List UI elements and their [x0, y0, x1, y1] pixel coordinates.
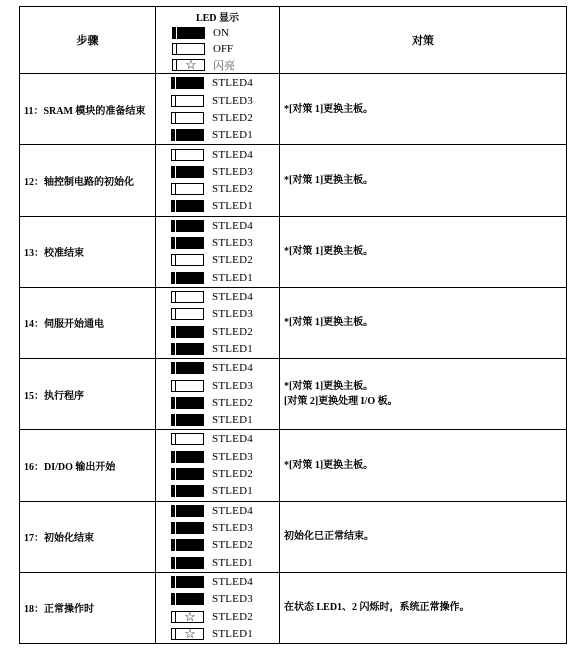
led-cell: [156, 145, 280, 216]
led-tab: [175, 237, 176, 249]
led-tab: [175, 397, 176, 409]
action-line: 初始化已正常结束。: [284, 531, 374, 543]
action-column-header: 对策: [280, 7, 567, 74]
led-on-icon: [171, 451, 204, 463]
led-tab: [176, 43, 177, 55]
led-on-icon: [171, 522, 204, 534]
star-icon: ☆: [185, 57, 197, 72]
led-name: STLED2: [212, 183, 253, 196]
star-icon: ☆: [184, 608, 196, 624]
led-name: STLED3: [212, 165, 253, 178]
led-tab: [175, 380, 176, 392]
led-on-icon: [171, 505, 204, 517]
led-tab: [175, 451, 176, 463]
led-row: [171, 448, 279, 465]
led-tab: [175, 112, 176, 124]
action-cell: [280, 145, 567, 216]
led-row: [171, 109, 279, 126]
step-cell: 16：DI/DO 输出开始: [20, 430, 156, 501]
led-tab: [175, 557, 176, 569]
led-row: [171, 502, 279, 519]
led-name: STLED3: [212, 521, 253, 534]
led-tab: [175, 485, 176, 497]
led-cell: [156, 287, 280, 358]
led-blink-icon: [172, 59, 205, 71]
led-off-icon: [171, 308, 204, 320]
led-on-icon: [171, 326, 204, 338]
led-tab: [175, 362, 176, 374]
led-name: STLED4: [212, 148, 253, 161]
led-name: STLED2: [212, 539, 253, 552]
led-tab: [175, 628, 176, 640]
led-tab: [175, 433, 176, 445]
legend-item-off: [172, 41, 235, 57]
led-row: [171, 127, 279, 144]
led-tab: [175, 220, 176, 232]
led-name: STLED3: [212, 593, 253, 606]
table-row: [20, 74, 567, 145]
led-on-icon: [171, 593, 204, 605]
led-tab: [175, 539, 176, 551]
led-cell: [156, 430, 280, 501]
header-row: [20, 7, 567, 74]
led-tab: [175, 505, 176, 517]
led-tab: [175, 522, 176, 534]
led-blink-icon: [171, 625, 204, 641]
led-on-icon: [171, 397, 204, 409]
led-on-icon: [171, 576, 204, 588]
led-name: STLED3: [212, 450, 253, 463]
led-name: STLED1: [212, 414, 253, 427]
legend-label: 闪亮: [213, 60, 235, 72]
led-row: [171, 217, 279, 234]
led-name: STLED3: [212, 237, 253, 250]
action-cell: [280, 430, 567, 501]
led-row: [171, 288, 279, 305]
led-name: STLED3: [212, 94, 253, 107]
led-name: STLED1: [212, 485, 253, 498]
led-off-icon: [172, 43, 205, 55]
led-on-icon: [171, 272, 204, 284]
led-tab: [175, 326, 176, 338]
led-row: [171, 394, 279, 411]
led-name: STLED1: [212, 271, 253, 284]
led-name: STLED4: [212, 362, 253, 375]
led-name: STLED4: [212, 219, 253, 232]
led-display-title: LED 显示: [195, 13, 240, 24]
action-cell: [280, 572, 567, 643]
table-row: [20, 145, 567, 216]
step-cell: 13：校准结束: [20, 216, 156, 287]
led-tab: [175, 166, 176, 178]
led-tab: [175, 343, 176, 355]
legend-label: OFF: [213, 43, 234, 55]
legend-item-blink: [172, 57, 235, 73]
led-tab: [175, 308, 176, 320]
action-cell: [280, 287, 567, 358]
led-name: STLED4: [212, 77, 253, 90]
led-name: STLED4: [212, 504, 253, 517]
star-icon: ☆: [184, 625, 196, 641]
led-row: [171, 198, 279, 215]
table-row: [20, 430, 567, 501]
led-cell: [156, 572, 280, 643]
led-tab: [175, 611, 176, 623]
led-row: [171, 340, 279, 357]
led-on-icon: [171, 414, 204, 426]
led-row: [171, 483, 279, 500]
led-on-icon: [171, 485, 204, 497]
led-row: [171, 146, 279, 163]
led-column-header: [156, 7, 280, 74]
led-tab: [175, 468, 176, 480]
action-line: *[对策 1]更换主板。: [284, 246, 374, 258]
led-row: [171, 431, 279, 448]
action-line: [对策 2]更换处理 I/O 板。: [284, 396, 398, 408]
led-tab: [175, 149, 176, 161]
led-on-icon: [172, 27, 205, 39]
led-row: [171, 625, 279, 642]
led-on-icon: [171, 77, 204, 89]
legend-label: ON: [213, 27, 229, 39]
led-tab: [175, 77, 176, 89]
led-row: [171, 163, 279, 180]
led-tab: [175, 576, 176, 588]
led-name: STLED2: [212, 610, 253, 623]
led-name: STLED2: [212, 111, 253, 124]
led-tab: [175, 254, 176, 266]
legend-item-on: [172, 25, 235, 41]
led-tab: [176, 59, 177, 71]
led-cell: [156, 359, 280, 430]
led-row: [171, 92, 279, 109]
led-row: [171, 306, 279, 323]
led-on-icon: [171, 362, 204, 374]
action-cell: [280, 74, 567, 145]
led-row: [171, 269, 279, 286]
action-line: *[对策 1]更换主板。: [284, 317, 374, 329]
step-cell: 12：轴控制电路的初始化: [20, 145, 156, 216]
step-column-header: 步骤: [20, 7, 156, 74]
led-name: STLED1: [212, 200, 253, 213]
led-row: [171, 181, 279, 198]
step-cell: 11：SRAM 模块的准备结束: [20, 74, 156, 145]
led-blink-icon: [171, 608, 204, 624]
led-name: STLED2: [212, 254, 253, 267]
led-row: [171, 573, 279, 590]
led-name: STLED1: [212, 129, 253, 142]
table-row: [20, 359, 567, 430]
led-on-icon: [171, 200, 204, 212]
led-row: [171, 519, 279, 536]
led-row: [171, 377, 279, 394]
led-row: [171, 554, 279, 571]
step-cell: 17：初始化结束: [20, 501, 156, 572]
action-line: *[对策 1]更换主板。: [284, 175, 374, 187]
led-row: [171, 591, 279, 608]
led-tab: [175, 414, 176, 426]
led-name: STLED4: [212, 291, 253, 304]
led-on-icon: [171, 557, 204, 569]
step-cell: 18：正常操作时: [20, 572, 156, 643]
led-name: STLED3: [212, 379, 253, 392]
led-off-icon: [171, 380, 204, 392]
led-row: [171, 411, 279, 428]
led-off-icon: [171, 433, 204, 445]
step-cell: 14：伺服开始通电: [20, 287, 156, 358]
table-row: [20, 287, 567, 358]
led-name: STLED1: [212, 556, 253, 569]
led-tab: [175, 200, 176, 212]
action-cell: [280, 359, 567, 430]
led-tab: [175, 95, 176, 107]
led-name: STLED1: [212, 342, 253, 355]
led-on-icon: [171, 220, 204, 232]
led-row: [171, 75, 279, 92]
table-row: [20, 572, 567, 643]
led-off-icon: [171, 95, 204, 107]
led-tab: [175, 593, 176, 605]
led-on-icon: [171, 539, 204, 551]
led-row: [171, 537, 279, 554]
led-row: [171, 252, 279, 269]
led-row: [171, 323, 279, 340]
action-line: *[对策 1]更换主板。: [284, 381, 374, 393]
action-cell: [280, 216, 567, 287]
led-on-icon: [171, 468, 204, 480]
led-name: STLED2: [212, 396, 253, 409]
led-off-icon: [171, 112, 204, 124]
led-cell: [156, 501, 280, 572]
led-row: [171, 608, 279, 625]
led-off-icon: [171, 254, 204, 266]
led-on-icon: [171, 343, 204, 355]
led-name: STLED1: [212, 627, 253, 640]
table-row: [20, 216, 567, 287]
led-name: STLED2: [212, 325, 253, 338]
led-name: STLED4: [212, 575, 253, 588]
action-line: 在状态 LED1、2 闪烁时，系统正常操作。: [284, 602, 470, 614]
led-on-icon: [171, 129, 204, 141]
led-name: STLED3: [212, 308, 253, 321]
action-line: *[对策 1]更换主板。: [284, 459, 374, 471]
led-cell: [156, 74, 280, 145]
step-cell: 15：执行程序: [20, 359, 156, 430]
led-cell: [156, 216, 280, 287]
table-row: [20, 501, 567, 572]
led-tab: [175, 129, 176, 141]
led-name: STLED4: [212, 433, 253, 446]
led-tab: [176, 27, 177, 39]
led-legend: [172, 25, 235, 73]
led-row: [171, 234, 279, 251]
led-row: [171, 465, 279, 482]
led-off-icon: [171, 149, 204, 161]
led-tab: [175, 272, 176, 284]
action-cell: [280, 501, 567, 572]
led-tab: [175, 183, 176, 195]
led-row: [171, 360, 279, 377]
led-on-icon: [171, 166, 204, 178]
led-off-icon: [171, 183, 204, 195]
led-name: STLED2: [212, 468, 253, 481]
led-on-icon: [171, 237, 204, 249]
action-line: *[对策 1]更换主板。: [284, 103, 374, 115]
table-body: [20, 7, 567, 644]
led-status-table: [19, 6, 567, 644]
led-tab: [175, 291, 176, 303]
led-off-icon: [171, 291, 204, 303]
